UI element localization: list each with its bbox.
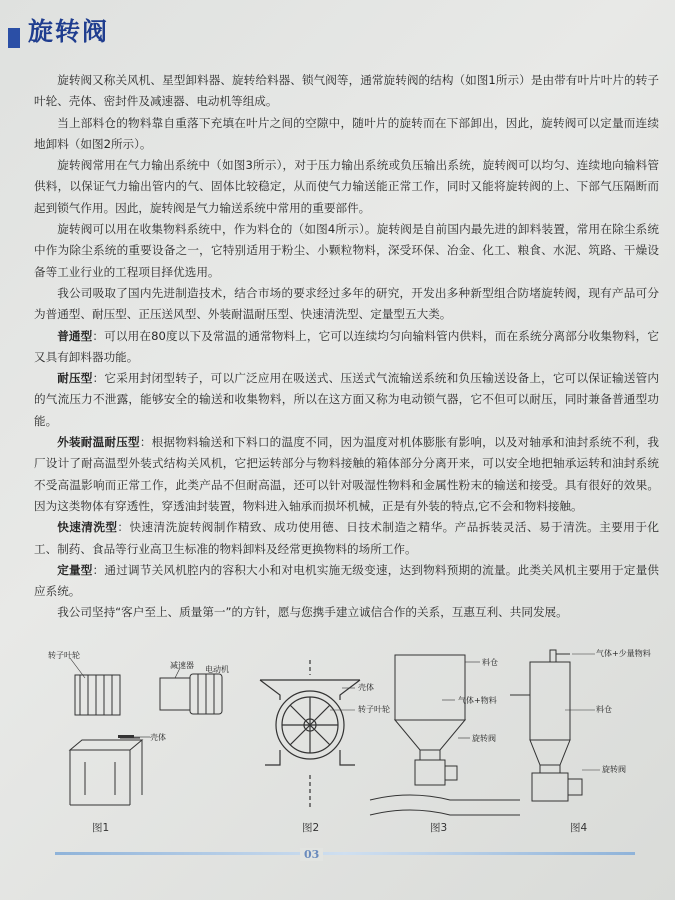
label-shell-fig2: 壳体 — [358, 683, 374, 692]
figure-1-caption: 图1 — [92, 822, 110, 834]
figure-3-caption: 图3 — [430, 822, 448, 834]
figure-4-caption: 图4 — [570, 822, 588, 834]
label-silo-fig4: 料仓 — [596, 705, 612, 714]
type-standard-text: ：可以用在80度以下及常温的通常物料上，它可以连续均匀向输料管内供料，而在系统分离部分收集物料，它又具有卸料器功能。 — [34, 328, 659, 364]
paragraph-closing: 我公司坚持“客户至上、质量第一”的方针，愿与您携手建立诚信合作的关系，互惠互利、共同发展。 — [57, 605, 568, 620]
title-marker — [8, 28, 20, 48]
label-shell: 壳体 — [150, 733, 166, 742]
page-number: 03 — [300, 848, 323, 861]
figure-1 — [30, 640, 230, 840]
label-valve-fig4: 旋转阀 — [602, 765, 626, 774]
paragraph-discharge: 当上部料仓的物料靠自重落下充填在叶片之间的空隙中，随叶片的旋转而在下部卸出，因此，旋转阀可以定量而连续地卸料（如图2所示）。 — [34, 115, 659, 151]
paragraph-external — [34, 432, 659, 517]
footer-line — [55, 852, 635, 855]
label-silo-fig3: 料仓 — [482, 658, 498, 667]
paragraph-pressure — [34, 368, 659, 432]
paragraph-pneumatic: 旋转阀常用在气力输出系统中（如图3所示），对于压力输出系统或负压输出系统，旋转阀可以均匀、连续地向输料管供料，以保证气力输出管内的气、固体比较稳定，从而使气力输送能正常工作，同时又能将旋转阀的上、下部气压隔断而起到锁气作用。因此，旋转阀是气力输送系统中常用的重要部件。 — [34, 158, 659, 215]
figure-3 — [370, 640, 520, 840]
type-external-heading: 外装耐温耐压型 — [57, 435, 140, 450]
paragraph-intro: 旋转阀又称关风机、星型卸料器、旋转给料器、锁气阀等，通常旋转阀的结构（如图1所示）是由带有叶片叶片的转子叶轮、壳体、密封件及减速器、电动机等组成。 — [34, 73, 659, 109]
valve-cross-section-drawing — [230, 640, 380, 840]
label-gas-fig3: 气体+物料 — [458, 696, 497, 705]
label-motor: 电动机 — [205, 665, 229, 674]
page-title: 旋转阀 — [28, 17, 110, 46]
paragraph-quickclean — [34, 517, 659, 560]
type-quantitative-text: ：通过调节关风机腔内的容积大小和对电机实施无级变速，达到物料预期的流量。此类关风机主要用于定量供应系统。 — [34, 562, 659, 599]
paragraph-collection: 旋转阀可以用在收集物料系统中，作为料仓的（如图4所示）。旋转阀是自前国内最先进的卸料装置，常用在除尘系统中作为除尘系统的重要设备之一，它特别适用于粉尘、小颗粒物料，深受环保、冶金、化工、粮食、水泥、筑路、干燥设备等工业行业的工程项目择优选用。 — [34, 222, 659, 279]
label-valve-fig3: 旋转阀 — [472, 734, 496, 743]
figures-row — [30, 640, 670, 840]
figure-2 — [230, 640, 390, 840]
collection-system-drawing — [510, 640, 670, 840]
exploded-valve-drawing — [30, 640, 230, 840]
paragraph-company: 我公司吸取了国内先进制造技术，结合市场的要求经过多年的研究，开发出多种新型组合防堵旋转阀，现有产品可分为普通型、耐压型、正压送风型、外装耐温耐压型、快速清洗型、定量型五大类。 — [34, 285, 659, 322]
type-pressure-heading: 耐压型 — [57, 371, 93, 386]
type-pressure-text: ：它采用封闭型转子，可以广泛应用在吸送式、压送式气流输送系统和负压输送设备上，它可以保证输送管内的气流压力不泄露，能够安全的输送和收集物料，所以在这方面又称为电动锁气器，它不但可以耐压，同时兼备普通型功能。 — [34, 371, 659, 428]
label-gas-fig4: 气体+少量物料 — [596, 649, 651, 658]
label-rotor-fig2: 转子叶轮 — [358, 705, 390, 714]
type-quantitative-heading: 定量型 — [57, 562, 93, 577]
body-text — [34, 70, 659, 624]
type-quickclean-text: ：快速清洗旋转阀制作精致、成功使用德、日技术制造之精华。产品拆装灵活、易于清洗。主要用于化工、制药、食品等行业高卫生标准的物料卸料及经常更换物料的场所工作。 — [34, 520, 659, 556]
type-quickclean-heading: 快速清洗型 — [57, 520, 118, 535]
label-reducer: 减速器 — [170, 661, 194, 670]
label-rotor: 转子叶轮 — [48, 651, 80, 660]
type-standard-heading: 普通型 — [57, 328, 93, 343]
figure-2-caption: 图2 — [302, 822, 320, 834]
paragraph-quantitative — [34, 560, 659, 603]
pneumatic-system-drawing — [370, 640, 520, 840]
type-external-text: ：根据物料输送和下料口的温度不同，因为温度对机体膨胀有影响，以及对轴承和油封系统不利，我厂设计了耐高温型外装式结构关风机，它把运转部分与物料接触的箱体部分分离开来，可以安全地把轴承运转和油封系统不受高温影响而正常工作，此类产品不但耐高温，还可以针对吸湿性物料和金属性粉末的输送和接受。具有很好的效果。因为这类物体有穿透性，穿透油封装置，物料进入轴承而损坏机械，正是有外装的特点,它不会和物料接触。 — [34, 435, 659, 513]
figure-4 — [510, 640, 670, 840]
paragraph-standard — [34, 326, 659, 369]
